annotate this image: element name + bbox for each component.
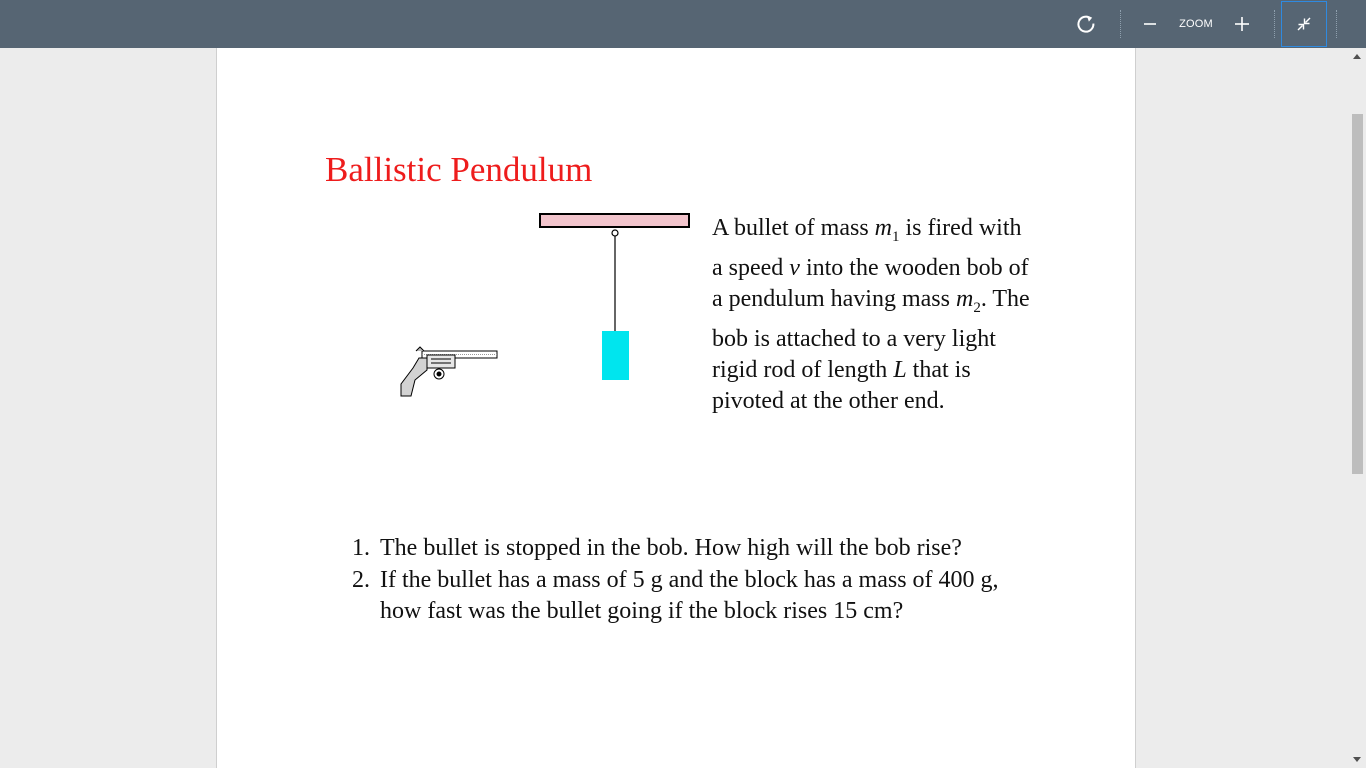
- minus-icon: [1143, 17, 1157, 31]
- pendulum-bob: [602, 331, 629, 380]
- rotate-button[interactable]: [1064, 0, 1108, 48]
- viewer-toolbar: [0, 0, 1366, 48]
- question-list: [352, 533, 1032, 628]
- description-text: into the wooden bob of a pendulum having mass: [712, 254, 1029, 312]
- description-text: is fired with a speed: [712, 215, 1022, 281]
- subscript-1: 1: [892, 228, 900, 245]
- scroll-thumb[interactable]: [1352, 114, 1363, 474]
- scroll-up-arrow-icon[interactable]: [1353, 54, 1361, 59]
- toolbar-separator: [1120, 10, 1121, 38]
- zoom-label: ZOOM: [1179, 18, 1213, 30]
- description-text: . The bob is attached to a very light rigid rod of length: [712, 285, 1030, 383]
- vertical-scrollbar[interactable]: [1349, 48, 1366, 768]
- question-item: [352, 565, 1032, 628]
- var-l: L: [893, 356, 907, 383]
- zoom-out-button[interactable]: [1138, 0, 1162, 48]
- var-m2: m: [955, 285, 974, 312]
- question-text: If the bullet has a mass of 5 g and the block has a mass of 400 g, how fast was the bullet going if the block rises 15 cm?: [380, 566, 999, 624]
- plus-icon: [1234, 16, 1250, 32]
- document-page: [216, 48, 1136, 768]
- revolver-icon: [401, 347, 497, 396]
- description-text: that is pivoted at the other end.: [712, 356, 971, 414]
- var-v: v: [789, 254, 800, 281]
- toolbar-separator: [1336, 10, 1337, 38]
- exit-fullscreen-button[interactable]: [1281, 1, 1327, 47]
- toolbar-separator: [1274, 10, 1275, 38]
- question-item: [352, 533, 1032, 565]
- pivot-point: [612, 230, 618, 236]
- question-text: The bullet is stopped in the bob. How high will the bob rise?: [380, 535, 962, 561]
- scroll-down-arrow-icon[interactable]: [1353, 757, 1361, 762]
- collapse-arrows-icon: [1295, 15, 1313, 33]
- rotate-icon: [1075, 13, 1097, 35]
- question-number: 1.: [352, 535, 370, 561]
- description-text: A bullet of mass: [712, 215, 875, 241]
- pivot-support: [540, 214, 689, 227]
- problem-description: [712, 213, 1032, 417]
- zoom-in-button[interactable]: [1230, 0, 1254, 48]
- page-title: Ballistic Pendulum: [325, 150, 593, 189]
- subscript-2: 2: [973, 299, 981, 316]
- pendulum-diagram: [387, 208, 697, 448]
- var-m1: m: [874, 215, 892, 241]
- question-number: 2.: [352, 566, 370, 593]
